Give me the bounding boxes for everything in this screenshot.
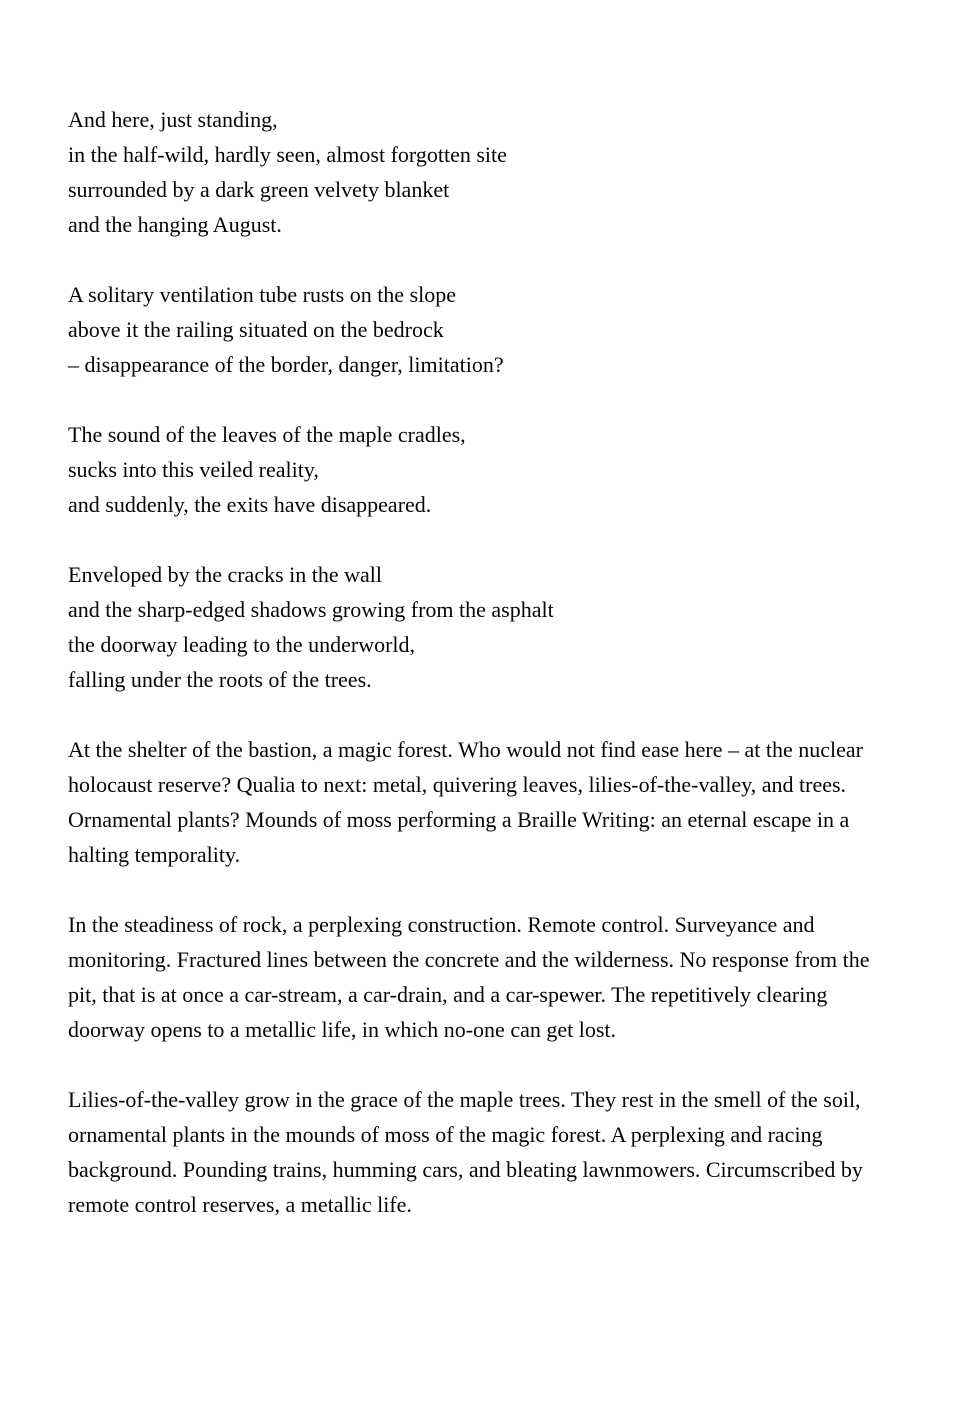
poem-line: – disappearance of the border, danger, limitation?: [68, 352, 504, 377]
poem-line: sucks into this veiled reality,: [68, 457, 319, 482]
poem-line: Enveloped by the cracks in the wall: [68, 562, 383, 587]
prose-paragraph-2: In the steadiness of rock, a perplexing construction. Remote control. Surveyance and monitoring. Fractured lines between the concrete and the wilderness. No response from the pit, that is at once a car-stream, a car-drain, and a car-spewer. The repetitively clearing doorway opens to a metallic life, in which no-one can get lost.: [68, 912, 870, 1042]
poem-line: above it the railing situated on the bedrock: [68, 317, 444, 342]
poem-stanza-3: [68, 417, 903, 522]
poem-line: surrounded by a dark green velvety blanket: [68, 177, 450, 202]
poem-line: and suddenly, the exits have disappeared.: [68, 492, 432, 517]
prose-paragraph-1: At the shelter of the bastion, a magic forest. Who would not find ease here – at the nuclear holocaust reserve? Qualia to next: metal, quivering leaves, lilies-of-the-valley, and trees. Ornamental plants? Mounds of moss performing a Braille Writing: an eternal escape in a halting temporality.: [68, 737, 863, 867]
poem-line: and the hanging August.: [68, 212, 282, 237]
poem-line: And here, just standing,: [68, 107, 278, 132]
poem-stanza-2: [68, 277, 903, 382]
poem-line: A solitary ventilation tube rusts on the slope: [68, 282, 457, 307]
poem-line: falling under the roots of the trees.: [68, 667, 372, 692]
poem-line: and the sharp-edged shadows growing from the asphalt: [68, 597, 554, 622]
poem-line: the doorway leading to the underworld,: [68, 632, 416, 657]
poem-stanza-1: [68, 102, 903, 242]
prose-paragraph-3: Lilies-of-the-valley grow in the grace of the maple trees. They rest in the smell of the soil, ornamental plants in the mounds of moss of the magic forest. A perplexing and racing background. Pounding trains, humming cars, and bleating lawnmowers. Circumscribed by remote control reserves, a metallic life.: [68, 1087, 863, 1217]
poem-line: The sound of the leaves of the maple cradles,: [68, 422, 466, 447]
poem-stanza-4: [68, 557, 903, 697]
poem-line: in the half-wild, hardly seen, almost forgotten site: [68, 142, 507, 167]
